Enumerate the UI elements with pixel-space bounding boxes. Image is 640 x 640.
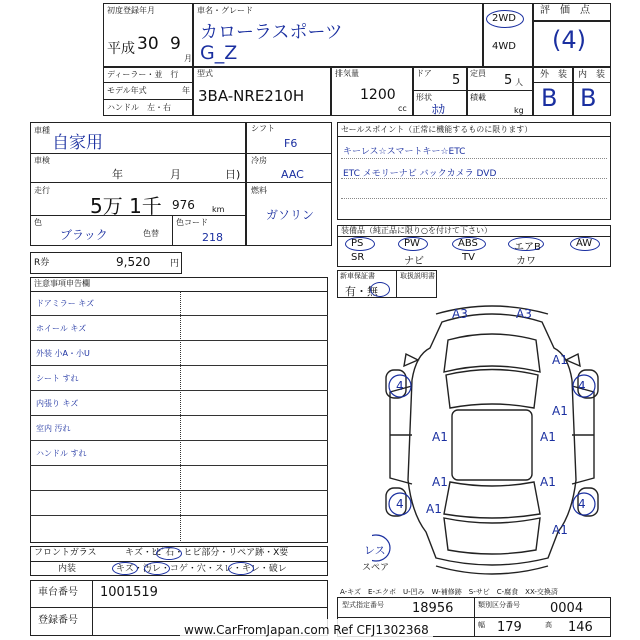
month-unit: 月	[184, 54, 192, 63]
note-line: シート すれ	[36, 374, 79, 383]
notes-divider	[180, 291, 181, 543]
car-name-label: 車名・グレード	[197, 6, 253, 15]
damage-mark: A1	[540, 475, 556, 489]
loading-label: 積載	[470, 93, 486, 102]
person-unit: 人	[515, 78, 523, 87]
notes-rule	[30, 515, 328, 516]
handle-label: ハンドル 左・右	[107, 103, 171, 112]
inspection-day: 日)	[225, 168, 241, 181]
inspection-year: 年	[112, 168, 123, 181]
mileage-small: 976	[172, 198, 195, 212]
equip-abs-circle	[452, 237, 486, 251]
notes-title: 注意事項申告欄	[34, 279, 90, 288]
chassis-number: 1001519	[100, 585, 158, 600]
equip-pw-circle	[398, 237, 428, 251]
recycle-box	[30, 252, 182, 274]
equip-airbag: エアB	[514, 242, 541, 253]
car-diagram	[372, 300, 612, 580]
equip-ps: PS	[351, 238, 364, 249]
divider	[246, 153, 332, 154]
spare-label: スペア	[362, 563, 390, 573]
model-type: 3BA-NRE210H	[198, 87, 305, 105]
damage-mark: A1	[540, 430, 556, 444]
class-number: 0004	[550, 601, 584, 616]
divider	[192, 66, 194, 116]
form-label: 型式指定番号	[342, 601, 384, 609]
divider	[474, 597, 475, 637]
front-glass-label: フロントガラス	[34, 548, 97, 558]
drive-4wd: 4WD	[492, 41, 516, 52]
dealer-label: ディーラー・並 行	[107, 70, 179, 79]
chassis-label: 車台番号	[38, 587, 78, 598]
era: 平成	[107, 41, 135, 57]
spare-mark: レス	[364, 544, 386, 557]
model-year-label: モデル年式	[107, 86, 147, 95]
equip-abs: ABS	[458, 238, 478, 249]
divider	[330, 66, 332, 116]
equip-ps-circle	[345, 237, 375, 251]
glass-circle	[156, 547, 182, 560]
ac-label: 冷房	[251, 156, 267, 165]
usage-label: 車種	[34, 126, 50, 135]
reg-label: 初度登録年月	[107, 6, 155, 15]
divider	[533, 20, 611, 22]
warranty-circle	[370, 282, 390, 297]
ac: AAC	[281, 168, 304, 181]
km-unit: km	[212, 205, 225, 214]
divider	[103, 99, 192, 100]
color-change-label: 色替	[143, 229, 159, 238]
equip-tv: TV	[462, 252, 475, 263]
notes-box	[30, 277, 328, 543]
recycle-amount: 9,520	[116, 255, 151, 269]
damage-mark: 4	[578, 497, 586, 511]
door-label: ドア	[416, 69, 432, 78]
damage-mark: 4	[578, 379, 586, 393]
divider	[172, 215, 173, 246]
interior-items: キズ・汚レ・コゲ・穴・スレ・キレ・破レ	[116, 564, 287, 574]
sales-line-2: ETC メモリーナビ バックカメラ DVD	[343, 169, 497, 179]
yen-unit: 円	[170, 259, 180, 269]
inspection-month: 月	[170, 168, 181, 181]
warranty-label: 新車保証書	[340, 272, 375, 280]
divider	[92, 580, 93, 636]
grade: G_Z	[200, 42, 238, 64]
equip-aw-circle	[570, 237, 600, 251]
damage-mark: A1	[432, 475, 448, 489]
form-number: 18956	[412, 601, 454, 616]
doors: 5	[452, 73, 461, 88]
damage-mark: A1	[552, 404, 568, 418]
sales-line-1: キーレス☆スマートキー☆ETC	[343, 147, 466, 157]
interior-label: 内装	[58, 564, 77, 574]
divider	[412, 66, 414, 116]
shift-label: シフト	[251, 124, 275, 133]
divider	[337, 136, 611, 137]
divider	[572, 66, 574, 116]
sales-underline	[341, 198, 607, 199]
fuel-label: 燃料	[251, 186, 267, 195]
width-label: 幅	[478, 621, 485, 629]
divider	[30, 561, 328, 562]
watermark	[180, 619, 433, 637]
interior-circle	[228, 562, 254, 575]
note-line: 外装 小A・小U	[36, 349, 90, 358]
shape: ﾎｶ	[432, 103, 445, 118]
note-line: 室内 汚れ	[36, 424, 71, 433]
damage-mark: A1	[426, 502, 442, 516]
color-label: 色	[34, 218, 42, 227]
sales-underline	[341, 158, 607, 159]
divider	[192, 3, 194, 66]
equip-pw: PW	[404, 238, 420, 249]
interior-grade: B	[580, 84, 597, 112]
fuel: ガソリン	[266, 208, 315, 222]
damage-mark: A1	[552, 353, 568, 367]
notes-rule	[30, 315, 328, 316]
displacement-label: 排気量	[335, 69, 359, 78]
recycle-label: R券	[34, 258, 50, 268]
damage-legend: A-キズ E-エクボ U-凹み W-補修跡 S-サビ C-腐食 XX-交換済	[340, 588, 558, 596]
front-glass-items: キズ・ﾋﾋﾞ石・ヒビ部分・リペア跡・X要	[125, 548, 289, 558]
equip-airbag-circle	[508, 237, 544, 251]
divider	[103, 66, 533, 68]
mileage-label: 走行	[34, 186, 50, 195]
eval-label: 評 価 点	[540, 5, 590, 16]
height-value: 146	[568, 620, 593, 635]
equip-aw: AW	[576, 238, 593, 249]
notes-rule	[30, 465, 328, 466]
interior-circle	[144, 562, 170, 575]
eval-score: (4)	[552, 26, 586, 54]
capacity-label: 定員	[470, 69, 486, 78]
damage-mark: A3	[516, 307, 532, 321]
interior-label: 内 装	[578, 70, 606, 80]
divider	[30, 607, 328, 608]
note-line: ハンドル すれ	[36, 449, 87, 458]
divider	[30, 291, 328, 292]
divider	[412, 90, 533, 91]
divider	[30, 182, 246, 183]
capacity: 5	[504, 73, 513, 88]
color-code: 218	[202, 231, 223, 244]
width-value: 179	[497, 620, 522, 635]
divider	[466, 66, 468, 116]
exterior-label: 外 装	[540, 70, 568, 80]
mileage-big: 5万 1千	[90, 194, 162, 218]
reg-month: 9	[170, 34, 181, 54]
manual-label: 取扱説明書	[400, 272, 435, 280]
divider	[246, 182, 332, 183]
notes-rule	[30, 415, 328, 416]
shift: F6	[284, 137, 298, 150]
model-year-unit: 年	[182, 86, 190, 95]
equipment-title: 装備品（純正品に限り○を付けて下さい）	[341, 226, 492, 235]
notes-rule	[30, 340, 328, 341]
cc-unit: cc	[398, 104, 407, 113]
class-label: 類別区分番号	[478, 601, 520, 609]
type-label: 型式	[197, 69, 213, 78]
divider	[396, 270, 397, 298]
shape-label: 形状	[416, 93, 432, 102]
divider	[482, 3, 484, 66]
sales-title: セールスポイント（正常に機能するものに限ります）	[341, 125, 533, 134]
exterior-grade: B	[541, 84, 558, 112]
reg-number-label: 登録番号	[38, 615, 78, 626]
notes-rule	[30, 365, 328, 366]
displacement: 1200	[360, 87, 396, 103]
equip-navi: ナビ	[404, 256, 424, 267]
reg-year: 30	[137, 34, 159, 54]
interior-circle	[112, 562, 138, 575]
damage-mark: 4	[396, 379, 404, 393]
note-line: ホイール キズ	[36, 324, 87, 333]
damage-mark: A1	[432, 430, 448, 444]
equip-leather: カワ	[516, 256, 536, 267]
note-line: 内張り キズ	[36, 399, 79, 408]
color: ブラック	[60, 228, 108, 242]
warranty-value: 有・無	[345, 285, 378, 298]
notes-rule	[30, 390, 328, 391]
notes-rule	[30, 440, 328, 441]
equip-sr: SR	[351, 252, 365, 263]
usage: 自家用	[52, 133, 103, 153]
height-label: 高	[545, 621, 552, 629]
car-name: カローラスポーツ	[200, 22, 343, 43]
damage-mark: A3	[452, 307, 468, 321]
divider	[30, 153, 246, 154]
notes-rule	[30, 490, 328, 491]
watermark-text: www.CarFromJapan.com Ref CFJ1302368	[184, 623, 429, 637]
damage-mark: 4	[396, 497, 404, 511]
drive-2wd: 2WD	[492, 13, 516, 24]
damage-mark: A1	[552, 523, 568, 537]
divider	[103, 82, 192, 83]
kg-unit: kg	[514, 106, 524, 115]
color-code-label: 色コード	[176, 218, 208, 227]
note-line: ドアミラー キズ	[36, 299, 95, 308]
inspection-label: 車検	[34, 156, 50, 165]
